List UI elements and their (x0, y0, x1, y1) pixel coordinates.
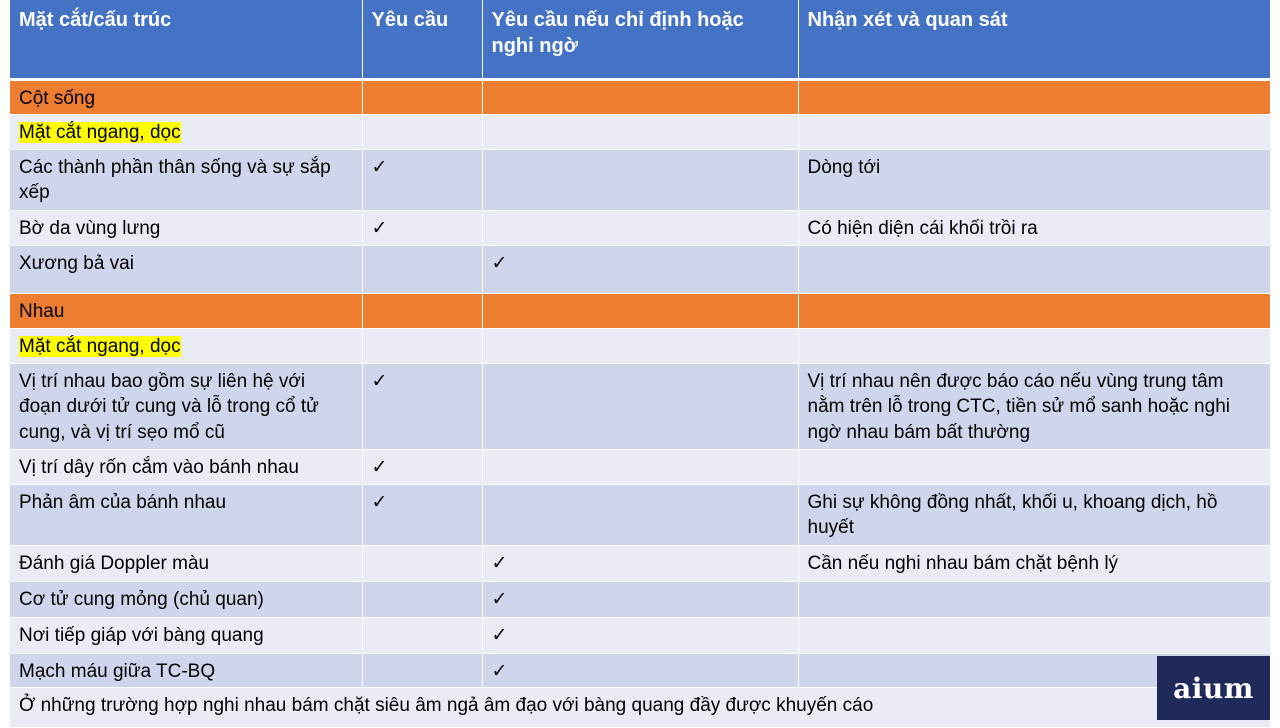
row-note: Vị trí nhau nên được báo cáo nếu vùng trung tâm nằm trên lỗ trong CTC, tiền sử mổ sanh hoặc nghi ngờ nhau bám bất thường (798, 363, 1270, 449)
table-row (10, 581, 1270, 617)
table-row (10, 617, 1270, 653)
table-row (10, 210, 1270, 245)
table-row (10, 449, 1270, 484)
check-icon: ✓ (491, 251, 508, 274)
check-icon: ✓ (371, 369, 388, 392)
footer-note: Ở những trường hợp nghi nhau bám chặt siêu âm ngả âm đạo với bàng quang đầy được khuyến cáo (10, 687, 1270, 727)
table-row (10, 545, 1270, 581)
header-notes: Nhận xét và quan sát (798, 0, 1270, 79)
header-if-indicated: Yêu cầu nếu chỉ định hoặc nghi ngờ (482, 0, 798, 79)
section-row-placenta (10, 293, 1270, 328)
row-note: Ghi sự không đồng nhất, khối u, khoang dịch, hồ huyết (798, 484, 1270, 545)
table-row (10, 653, 1270, 687)
section-row-spine (10, 79, 1270, 114)
table-row (10, 149, 1270, 210)
row-label: Nơi tiếp giáp với bàng quang (10, 617, 362, 653)
check-icon: ✓ (491, 551, 508, 574)
row-label: Mạch máu giữa TC-BQ (10, 653, 362, 687)
section-label: Cột sống (10, 79, 362, 114)
table-row (10, 484, 1270, 545)
table-row (10, 328, 1270, 363)
aium-logo (1157, 656, 1270, 720)
row-label: Mặt cắt ngang, dọc (19, 121, 181, 143)
row-label: Cơ tử cung mỏng (chủ quan) (10, 581, 362, 617)
row-label: Vị trí nhau bao gồm sự liên hệ với đoạn dưới tử cung và lỗ trong cổ tử cung, và vị trí sẹo mổ cũ (10, 363, 362, 449)
row-note: Cần nếu nghi nhau bám chặt bệnh lý (798, 545, 1270, 581)
row-label: Đánh giá Doppler màu (10, 545, 362, 581)
table-row (10, 114, 1270, 149)
section-label: Nhau (10, 293, 362, 328)
check-icon: ✓ (491, 659, 508, 682)
row-label: Mặt cắt ngang, dọc (19, 335, 181, 357)
table-row (10, 245, 1270, 293)
row-note: Dòng tới (798, 149, 1270, 210)
table-header-row (10, 0, 1270, 79)
header-structure: Mặt cắt/cấu trúc (10, 0, 362, 79)
check-icon: ✓ (371, 490, 388, 513)
footer-note-row (10, 687, 1270, 727)
check-icon: ✓ (371, 455, 388, 478)
check-icon: ✓ (491, 623, 508, 646)
row-label: Vị trí dây rốn cắm vào bánh nhau (10, 449, 362, 484)
logo-text: aium (1173, 671, 1254, 705)
check-icon: ✓ (491, 587, 508, 610)
row-note: Có hiện diện cái khối trồi ra (798, 210, 1270, 245)
table-row (10, 363, 1270, 449)
check-icon: ✓ (371, 155, 388, 178)
header-required: Yêu cầu (362, 0, 482, 79)
check-icon: ✓ (371, 216, 388, 239)
row-label: Các thành phần thân sống và sự sắp xếp (10, 149, 362, 210)
row-label: Bờ da vùng lưng (10, 210, 362, 245)
guideline-table (10, 0, 1270, 728)
row-label: Phản âm của bánh nhau (10, 484, 362, 545)
row-label: Xương bả vai (10, 245, 362, 293)
